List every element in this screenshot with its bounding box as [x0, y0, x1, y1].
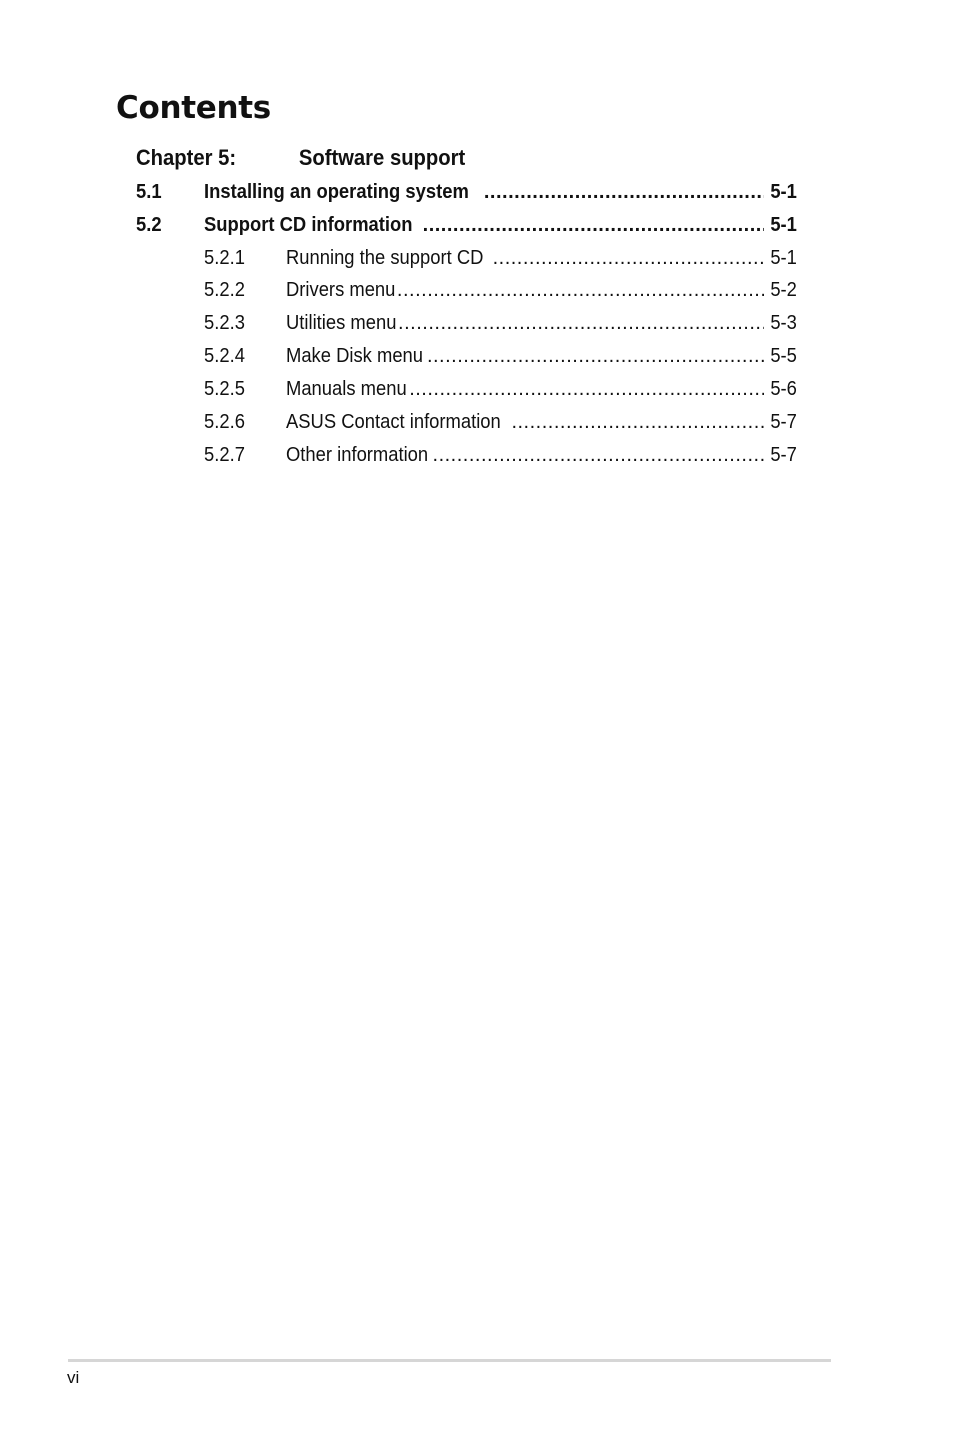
chapter-label: Chapter 5: [136, 145, 237, 170]
chapter-heading [136, 144, 780, 172]
toc-subentry-number: 5.2.4 [204, 345, 245, 367]
toc-entry-number: 5.2 [136, 214, 162, 236]
toc-subentry-5-2-6[interactable] [136, 409, 797, 435]
dot-leader [397, 277, 764, 303]
toc-subentry-page: 5-2 [770, 279, 797, 301]
toc-entry-page: 5-1 [770, 214, 797, 236]
toc-subentry-5-2-5[interactable] [136, 376, 797, 402]
toc-subentry-number: 5.2.7 [204, 444, 245, 466]
toc-subentry-title: Make Disk menu [286, 345, 424, 367]
dot-leader [433, 442, 765, 468]
footer-rule [68, 1359, 831, 1362]
toc-subentry-page: 5-1 [770, 247, 797, 269]
toc-subentry-5-2-4[interactable] [136, 343, 797, 369]
dot-leader [493, 245, 765, 271]
toc-entry-5-2[interactable] [136, 212, 797, 238]
chapter-name: Software support [298, 145, 466, 170]
toc-subentry-page: 5-7 [770, 411, 797, 433]
toc-subentry-page: 5-6 [770, 378, 797, 400]
toc-subentry-title: Running the support CD [286, 247, 484, 269]
toc-subentry-title: Utilities menu [286, 312, 397, 334]
dot-leader [484, 179, 764, 205]
toc-subentry-title: Other information [286, 444, 429, 466]
dot-leader [427, 343, 764, 369]
toc-subentry-number: 5.2.1 [204, 247, 245, 269]
toc-subentry-page: 5-5 [770, 345, 797, 367]
toc-subentry-number: 5.2.3 [204, 312, 245, 334]
toc-entry-page: 5-1 [770, 181, 797, 203]
toc-subentry-page: 5-7 [770, 444, 797, 466]
toc-entry-number: 5.1 [136, 181, 162, 203]
dot-leader [398, 310, 764, 336]
toc-subentry-5-2-3[interactable] [136, 310, 797, 336]
toc-subentry-number: 5.2.2 [204, 279, 245, 301]
toc-subentry-number: 5.2.6 [204, 411, 245, 433]
toc-subentry-title: ASUS Contact information [286, 411, 501, 433]
toc-subentry-5-2-2[interactable] [136, 277, 797, 303]
toc-entry-5-1[interactable] [136, 179, 797, 205]
dot-leader [409, 376, 764, 402]
toc-entry-title: Installing an operating system [204, 181, 469, 203]
toc-subentry-5-2-7[interactable] [136, 442, 797, 468]
page-title: Contents [116, 90, 271, 126]
toc-subentry-title: Manuals menu [286, 378, 407, 400]
dot-leader [511, 409, 764, 435]
toc-subentry-page: 5-3 [770, 312, 797, 334]
toc-subentry-5-2-1[interactable] [136, 245, 797, 271]
toc-subentry-number: 5.2.5 [204, 378, 245, 400]
footer-page-number: vi [67, 1368, 80, 1387]
toc-subentry-title: Drivers menu [286, 279, 396, 301]
toc-entry-title: Support CD information [204, 214, 413, 236]
dot-leader [423, 212, 764, 238]
